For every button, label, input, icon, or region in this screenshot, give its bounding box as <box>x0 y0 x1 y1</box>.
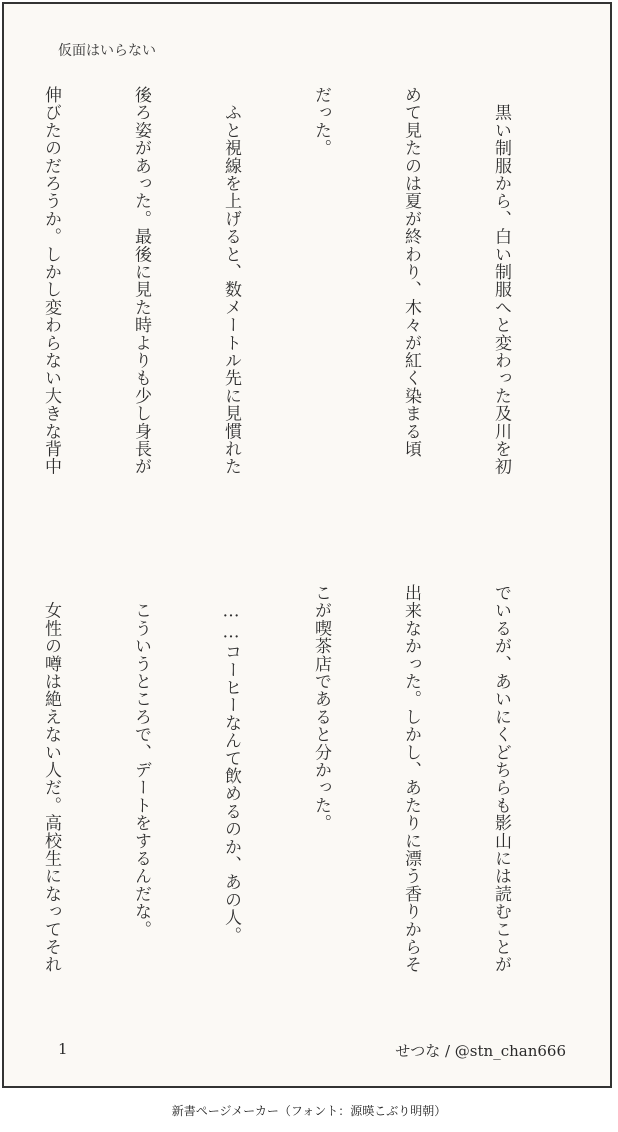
text-line: こが喫茶店であると分かった。 <box>311 584 331 832</box>
text-line: ふと視線を上げると、数メートル先に見慣れた <box>221 86 241 476</box>
page-title: 仮面はいらない <box>58 43 156 59</box>
book-page <box>2 2 612 1088</box>
text-line: ……コーヒーなんて飲めるのか、あの人。 <box>221 584 241 944</box>
text-line: だった。 <box>311 86 331 157</box>
text-block-bottom <box>41 584 576 1024</box>
footer-credit: 新書ページメーカー（フォント：源暎こぶり明朝） <box>171 1104 447 1118</box>
text-line: 女性の噂は絶えない人だ。高校生になってそれ <box>41 584 61 974</box>
text-line: 出来なかった。しかし、あたりに漂う香りからそ <box>401 584 421 974</box>
author-credit: せつな / @stn_chan666 <box>395 1042 566 1060</box>
text-line: こういうところで、デートをするんだな。 <box>131 584 151 938</box>
text-line: 後ろ姿があった。最後に見た時よりも少し身長が <box>131 86 151 476</box>
text-line: めて見たのは夏が終わり、木々が紅く染まる頃 <box>401 86 421 458</box>
text-block-top <box>41 86 576 526</box>
page-number: 1 <box>58 1040 68 1058</box>
text-line: でいるが、あいにくどちらも影山には読むことが <box>491 584 511 974</box>
text-line: 伸びたのだろうか。しかし変わらない大きな背中 <box>41 86 61 476</box>
text-line: 黒い制服から、白い制服へと変わった及川を初 <box>491 86 511 476</box>
